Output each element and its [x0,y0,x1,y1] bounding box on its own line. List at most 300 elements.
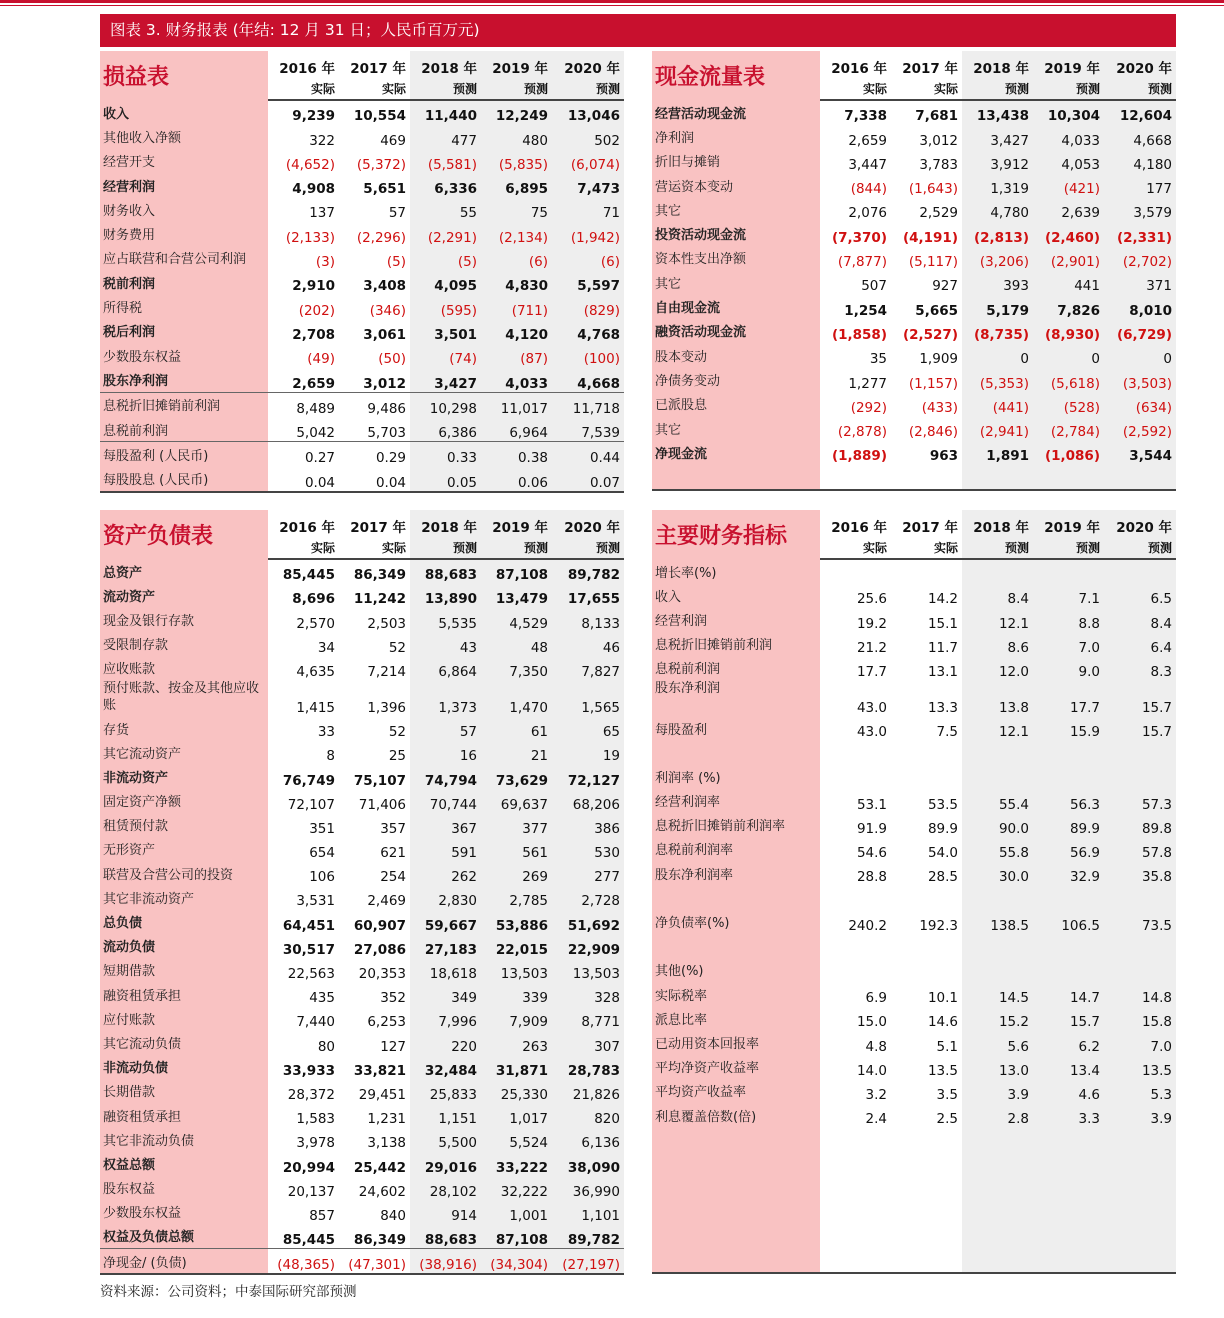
value-cell: (7,370) [831,229,887,246]
value-cell [1033,740,1104,764]
value-cell: 4,120 [481,319,552,343]
value-cell [820,764,891,788]
value-cell: 477 [410,124,481,148]
row-label: 租赁预付款 [100,813,268,837]
value-cell: 4,635 [296,663,335,680]
value-cell: (346) [369,302,406,319]
year-header: 2020 年 [552,510,624,536]
value-cell [962,1151,1033,1175]
value-cell: 11.7 [927,639,958,656]
value-cell: 22,563 [287,966,335,982]
value-cell: 441 [1033,270,1104,294]
value-cell: (528) [1033,392,1104,416]
value-cell [891,958,962,982]
value-cell: 386 [552,813,624,837]
type-header: 预测 [1033,536,1104,559]
row-label: 股东净利润率 [652,861,820,885]
row-label: 存货 [100,716,268,740]
value-cell: 5,651 [363,181,406,198]
table-row [100,124,624,148]
table-row [100,1103,624,1127]
value-cell: (8,735) [962,319,1033,343]
value-cell: 21.2 [856,639,887,656]
value-cell [891,1224,962,1248]
value-cell: 69,637 [481,789,552,813]
value-cell: 6,864 [410,656,481,680]
value-cell: 6,964 [481,417,552,442]
table-row [652,607,1176,631]
value-cell: 19.2 [856,615,887,632]
value-cell [820,1127,891,1151]
cashflow-table [652,51,1176,489]
value-cell: 64,451 [282,917,335,934]
value-cell: 591 [410,837,481,861]
value-cell: 55.4 [962,789,1033,813]
value-cell: (844) [850,181,887,198]
value-cell: 15.7 [1104,716,1176,740]
value-cell: 7,214 [367,663,406,680]
row-label: 净债务变动 [652,367,820,391]
value-cell: 5,500 [410,1127,481,1151]
value-cell: 27,086 [353,941,406,958]
value-cell: (4,652) [285,156,335,173]
value-cell: 17.7 [1033,680,1104,716]
value-cell: 85,445 [282,567,335,584]
value-cell: 4,529 [481,607,552,631]
row-label: 息税折旧摊销前利润 [652,632,820,656]
value-cell: 3,912 [962,149,1033,173]
value-cell: 328 [552,982,624,1006]
value-cell: (100) [552,343,624,367]
value-cell: 4,668 [552,367,624,392]
value-cell: 4,668 [1104,124,1176,148]
row-label: 其他收入净额 [100,124,268,148]
value-cell: (2,291) [410,221,481,245]
type-header: 实际 [820,77,891,100]
value-cell: (34,304) [481,1249,552,1274]
value-cell: 2,659 [848,132,887,149]
table-row [652,464,1176,488]
row-label [652,740,820,764]
table-row [652,1079,1176,1103]
table-row [100,632,624,656]
value-cell: 15.7 [1033,1006,1104,1030]
type-header: 实际 [339,77,410,100]
value-cell: (2,901) [1033,246,1104,270]
value-cell: 25,833 [410,1079,481,1103]
table-row [100,319,624,343]
value-cell: 507 [861,278,887,295]
value-cell: 13.0 [962,1055,1033,1079]
table-row [652,1224,1176,1248]
value-cell: 10.1 [927,990,958,1007]
row-label: 营运资本变动 [652,173,820,197]
value-cell: 1,017 [481,1103,552,1127]
type-header: 预测 [1104,536,1176,559]
row-label: 股本变动 [652,343,820,367]
row-label: 利润率 (%) [652,764,820,788]
row-label: 固定资产净额 [100,789,268,813]
value-cell: 53,886 [481,909,552,933]
table-row [100,466,624,490]
table-row [652,813,1176,837]
value-cell [891,885,962,909]
value-cell: 2.4 [865,1111,887,1128]
row-label: 总资产 [100,559,268,583]
value-cell: 4,768 [552,319,624,343]
value-cell: 2,529 [919,205,958,222]
value-cell: 1,891 [962,440,1033,464]
value-cell: (421) [1033,173,1104,197]
value-cell: 4,830 [481,270,552,294]
value-cell: (2,460) [1033,221,1104,245]
value-cell [1033,1151,1104,1175]
row-label: 应占联营和合营公司利润 [100,246,268,270]
value-cell: 32,484 [410,1055,481,1079]
value-cell: 7,440 [296,1014,335,1031]
row-label: 经营利润 [652,607,820,631]
row-label: 非流动负债 [100,1055,268,1079]
value-cell: 3,061 [363,326,406,343]
value-cell: 54.6 [856,845,887,862]
value-cell: 857 [309,1207,335,1224]
value-cell [820,885,891,909]
row-label: 短期借款 [100,958,268,982]
table-row [652,1030,1176,1054]
value-cell: 11,017 [481,392,552,417]
table-row [652,1176,1176,1200]
value-cell: (87) [481,343,552,367]
table-row [652,367,1176,391]
table-row [100,1055,624,1079]
value-cell: 80 [317,1038,335,1055]
value-cell: 74,794 [410,764,481,788]
table-row [652,559,1176,583]
value-cell: 15.0 [856,1014,887,1031]
row-label: 经营活动现金流 [652,100,820,124]
value-cell: 14.8 [1104,982,1176,1006]
table-row [652,656,1176,680]
value-cell: 3,447 [848,156,887,173]
top-rule-thin [0,5,1224,6]
value-cell [1033,885,1104,909]
value-cell: 322 [309,132,335,149]
year-header: 2019 年 [1033,510,1104,536]
value-cell [1033,764,1104,788]
row-label [652,934,820,958]
value-cell: 11,242 [353,591,406,608]
value-cell: (27,197) [552,1249,624,1274]
value-cell: 339 [481,982,552,1006]
value-cell: 137 [309,205,335,222]
value-cell [962,934,1033,958]
value-cell: 963 [929,448,958,465]
type-header: 预测 [481,77,552,100]
row-label: 资本性支出净额 [652,246,820,270]
balance-section-title: 资产负债表 [100,510,268,559]
table-row [100,1176,624,1200]
value-cell: 262 [410,861,481,885]
value-cell [1104,934,1176,958]
value-cell [1033,1127,1104,1151]
row-label: 实际税率 [652,982,820,1006]
value-cell: 1,415 [296,699,335,716]
value-cell [891,1200,962,1224]
value-cell [962,559,1033,583]
value-cell: 30.0 [962,861,1033,885]
value-cell: 3.3 [1033,1103,1104,1127]
row-label: 其它 [652,197,820,221]
value-cell: 480 [481,124,552,148]
table-row [652,632,1176,656]
row-label: 息税折旧摊销前利润率 [652,813,820,837]
value-cell: (2,527) [902,326,958,343]
value-cell: 8.3 [1104,656,1176,680]
value-cell: 52 [388,724,406,741]
row-label: 融资活动现金流 [652,319,820,343]
value-cell: (292) [850,399,887,416]
value-cell: 90.0 [962,813,1033,837]
value-cell: 4,053 [1033,149,1104,173]
value-cell: 11,718 [552,392,624,417]
table-row [100,343,624,367]
value-cell: 5,665 [915,302,958,319]
row-label: 股东净利润 [100,367,268,392]
value-cell: 469 [380,132,406,149]
table-row [100,559,624,583]
value-cell: 2,503 [367,615,406,632]
value-cell [1104,464,1176,488]
source-note: 资料来源：公司资料；中泰国际研究部预测 [100,1284,357,1300]
value-cell: (5) [410,246,481,270]
value-cell: (50) [378,351,406,368]
income-statement-panel [100,51,624,493]
value-cell: 3,012 [363,375,406,392]
value-cell: 8.4 [1104,607,1176,631]
value-cell [820,740,891,764]
value-cell: 12.1 [962,716,1033,740]
table-row [100,197,624,221]
value-cell: 36,990 [552,1176,624,1200]
value-cell: 8 [326,748,335,765]
value-cell [820,958,891,982]
value-cell: (47,301) [339,1249,410,1274]
value-cell [1104,1151,1176,1175]
value-cell: 25.6 [856,591,887,608]
row-label: 经营利润 [100,173,268,197]
table-row [100,740,624,764]
value-cell: 75,107 [353,772,406,789]
value-cell: 7,338 [844,108,887,125]
value-cell: 54.0 [927,845,958,862]
value-cell: 76,749 [282,772,335,789]
value-cell: (1,086) [1033,440,1104,464]
row-label: 联营及合营公司的投资 [100,861,268,885]
row-label: 融资租赁承担 [100,982,268,1006]
value-cell: (2,296) [356,229,406,246]
value-cell [1104,1248,1176,1272]
value-cell [1033,934,1104,958]
value-cell: (2,592) [1104,416,1176,440]
value-cell: 0.27 [268,442,339,467]
row-label: 每股盈利 (人民币) [100,442,268,467]
value-cell [1033,958,1104,982]
table-row [652,124,1176,148]
row-label: 受限制存款 [100,632,268,656]
value-cell [891,1248,962,1272]
year-header: 2019 年 [481,510,552,536]
value-cell: 4,033 [1033,124,1104,148]
row-label: 税后利润 [100,319,268,343]
value-cell: 33,821 [353,1062,406,1079]
value-cell: (4,191) [902,229,958,246]
type-header: 预测 [552,77,624,100]
table-row [652,583,1176,607]
table-row [100,1224,624,1249]
table-row [652,149,1176,173]
value-cell: 106 [309,869,335,886]
row-label: 所得税 [100,294,268,318]
value-cell: 12.1 [962,607,1033,631]
table-row [100,656,624,680]
row-label [652,1224,820,1248]
value-cell [1033,1176,1104,1200]
value-cell [962,1224,1033,1248]
value-cell: 31,871 [481,1055,552,1079]
year-header: 2017 年 [350,520,406,536]
value-cell: 72,107 [287,796,335,813]
row-label [652,1151,820,1175]
year-header: 2018 年 [962,51,1033,77]
table-row [652,416,1176,440]
value-cell: 367 [410,813,481,837]
value-cell: 820 [552,1103,624,1127]
value-cell: 86,349 [353,567,406,584]
value-cell: 914 [410,1200,481,1224]
row-label: 非流动资产 [100,764,268,788]
value-cell: (634) [1104,392,1176,416]
table-row [652,1248,1176,1272]
value-cell [820,559,891,583]
value-cell: 6,136 [552,1127,624,1151]
year-header: 2016 年 [279,520,335,536]
row-label: 自由现金流 [652,294,820,318]
table-row [100,861,624,885]
table-row [652,294,1176,318]
row-label: 少数股东权益 [100,1200,268,1224]
value-cell: 6,253 [367,1014,406,1031]
value-cell: 7,539 [552,417,624,442]
value-cell: 377 [481,813,552,837]
value-cell: (3,503) [1104,367,1176,391]
value-cell: 8,133 [552,607,624,631]
value-cell: 51,692 [552,909,624,933]
table-row [100,764,624,788]
table-row [100,1151,624,1175]
row-label: 财务费用 [100,221,268,245]
value-cell: 70,744 [410,789,481,813]
value-cell: 28,372 [287,1086,335,1103]
value-cell: (6,729) [1104,319,1176,343]
row-label: 应付账款 [100,1006,268,1030]
balance-sheet-panel [100,510,624,1275]
value-cell: 3,427 [410,367,481,392]
value-cell: 29,016 [410,1151,481,1175]
value-cell: 393 [962,270,1033,294]
value-cell: 0 [962,343,1033,367]
value-cell: (2,134) [481,221,552,245]
value-cell: 561 [481,837,552,861]
value-cell: 71 [552,197,624,221]
value-cell: 0.07 [552,466,624,490]
value-cell: 12.0 [962,656,1033,680]
value-cell: (1,643) [908,181,958,198]
value-cell: 38,090 [552,1151,624,1175]
value-cell: 59,667 [410,909,481,933]
value-cell: 263 [481,1030,552,1054]
value-cell: (595) [410,294,481,318]
row-label: 其它流动资产 [100,740,268,764]
table-row [652,861,1176,885]
table-row [100,173,624,197]
row-label: 每股股息 (人民币) [100,466,268,490]
value-cell [962,1248,1033,1272]
balance-table [100,510,624,1273]
value-cell [1033,1224,1104,1248]
ratios-table [652,510,1176,1272]
table-row [100,934,624,958]
value-cell: 3,408 [363,278,406,295]
value-cell: 24,602 [358,1183,406,1200]
figure-title: 图表 3. 财务报表 (年结: 12 月 31 日；人民币百万元) [100,14,1176,47]
value-cell: 3,138 [367,1135,406,1152]
value-cell: 19 [552,740,624,764]
row-label: 净现金流 [652,440,820,464]
value-cell: (8,930) [1033,319,1104,343]
value-cell [1033,1248,1104,1272]
table-row [652,982,1176,1006]
value-cell: 6,386 [410,417,481,442]
row-label: 净现金/ (负债) [100,1249,268,1274]
value-cell: 75 [481,197,552,221]
value-cell: 0.04 [304,474,335,491]
value-cell: 2,469 [367,893,406,910]
value-cell: 13,479 [481,583,552,607]
value-cell: 4,180 [1104,149,1176,173]
table-row [652,1055,1176,1079]
value-cell: 27,183 [410,934,481,958]
value-cell: 502 [552,124,624,148]
table-row [652,740,1176,764]
value-cell: 9,486 [339,392,410,417]
value-cell [1033,1200,1104,1224]
value-cell: 371 [1104,270,1176,294]
value-cell: (5,835) [481,149,552,173]
value-cell: 2,639 [1033,197,1104,221]
table-row [652,958,1176,982]
value-cell: (2,133) [285,229,335,246]
value-cell: 13,503 [552,958,624,982]
value-cell [891,764,962,788]
value-cell [1033,559,1104,583]
value-cell: 7,681 [915,108,958,125]
value-cell: 15.7 [1104,680,1176,716]
value-cell: 13.4 [1033,1055,1104,1079]
row-label: 净负债率(%) [652,909,820,933]
value-cell: 10,554 [353,108,406,125]
table-row [652,837,1176,861]
value-cell: (202) [298,302,335,319]
